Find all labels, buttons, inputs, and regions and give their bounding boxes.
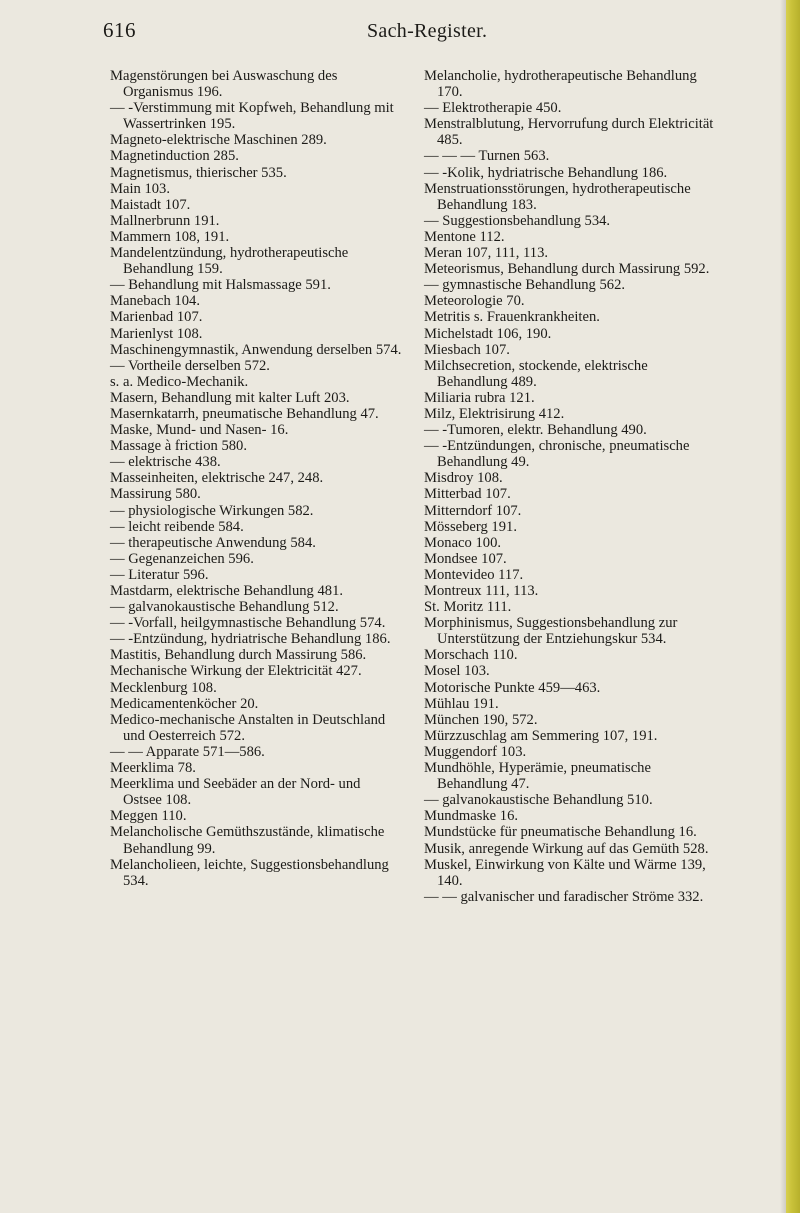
index-entry: Magnetismus, thierischer 535. — [110, 164, 287, 181]
index-entry: Meerklima 78. — [110, 760, 196, 777]
index-entry: Mastitis, Behandlung durch Massirung 586. — [110, 647, 367, 664]
index-entry: — -Verstimmung mit Kopfweh, Behandlung mit Wassertrinken 195. — [110, 100, 394, 133]
index-entry: Masernkatarrh, pneumatische Behandlung 47. — [110, 405, 379, 422]
index-entry: — elektrische 438. — [110, 454, 221, 471]
index-entry: Melancholieen, leichte, Suggestionsbehandlung 534. — [110, 856, 389, 889]
index-entry: Masern, Behandlung mit kalter Luft 203. — [110, 389, 350, 406]
index-entry: Morphinismus, Suggestionsbehandlung zur Unterstützung der Entziehungskur 534. — [424, 615, 678, 648]
index-entry: Michelstadt 106, 190. — [424, 325, 552, 342]
index-entry: — -Vorfall, heilgymnastische Behandlung 574. — [110, 615, 386, 632]
index-entry: Mundmaske 16. — [424, 808, 519, 825]
index-entry: — gymnastische Behandlung 562. — [424, 277, 626, 294]
index-entry: Maschinengymnastik, Anwendung derselben 574. — [110, 341, 402, 358]
index-entry: Mentone 112. — [424, 228, 505, 245]
index-entry: Magnetinduction 285. — [110, 148, 239, 165]
index-entry: — — — Turnen 563. — [424, 148, 550, 165]
index-entry: Misdroy 108. — [424, 470, 503, 487]
index-entry: Meerklima und Seebäder an der Nord- und Ostsee 108. — [110, 776, 361, 809]
right-column — [424, 68, 720, 905]
page-edge — [786, 0, 800, 1213]
index-entry: Mallnerbrunn 191. — [110, 212, 220, 229]
index-entry: Mühlau 191. — [424, 695, 499, 712]
page-number: 616 — [103, 18, 136, 42]
index-entry: Mundhöhle, Hyperämie, pneumatische Behandlung 47. — [424, 760, 651, 793]
index-entry: Meteorismus, Behandlung durch Massirung 592. — [424, 261, 710, 278]
index-entry: Muskel, Einwirkung von Kälte und Wärme 139, 140. — [424, 856, 706, 889]
index-entry: Magenstörungen bei Auswaschung des Organismus 196. — [110, 68, 338, 101]
index-entry: — Elektrotherapie 450. — [424, 100, 562, 117]
left-column — [110, 68, 402, 889]
index-entry: — -Entzündungen, chronische, pneumatische Behandlung 49. — [424, 438, 690, 471]
index-entry: Meggen 110. — [110, 808, 187, 825]
index-entry: — Behandlung mit Halsmassage 591. — [110, 277, 331, 294]
index-entry: — Suggestionsbehandlung 534. — [424, 212, 611, 229]
index-entry: Mammern 108, 191. — [110, 228, 230, 245]
index-entry: — -Entzündung, hydriatrische Behandlung 186. — [110, 631, 391, 648]
index-entry: Mürzzuschlag am Semmering 107, 191. — [424, 727, 658, 744]
index-entry: — leicht reibende 584. — [110, 518, 244, 535]
index-entry: Mundstücke für pneumatische Behandlung 16. — [424, 824, 697, 841]
index-entry: Milchsecretion, stockende, elektrische Behandlung 489. — [424, 357, 648, 390]
index-entry: Manebach 104. — [110, 293, 200, 310]
index-entry: Mechanische Wirkung der Elektricität 427. — [110, 663, 362, 680]
index-entry: Montreux 111, 113. — [424, 583, 539, 599]
index-entry: Melancholie, hydrotherapeutische Behandlung 170. — [424, 68, 697, 101]
index-entry: München 190, 572. — [424, 711, 538, 728]
index-entry: — Literatur 596. — [110, 566, 209, 583]
index-entry: Morschach 110. — [424, 647, 518, 664]
index-entry: Masseinheiten, elektrische 247, 248. — [110, 470, 324, 487]
index-entry: — -Tumoren, elektr. Behandlung 490. — [424, 422, 647, 439]
index-entry: — — galvanischer und faradischer Ströme 332. — [424, 888, 704, 905]
index-entry: Mondsee 107. — [424, 550, 507, 567]
index-entry: Muggendorf 103. — [424, 743, 527, 760]
index-entry: Motorische Punkte 459—463. — [424, 679, 601, 696]
index-entry: Milz, Elektrisirung 412. — [424, 405, 565, 422]
index-entry: Main 103. — [110, 180, 170, 197]
index-entry: Mösseberg 191. — [424, 518, 517, 535]
index-entry: Massage à friction 580. — [110, 438, 247, 455]
index-entry: Medicamentenköcher 20. — [110, 695, 259, 712]
index-entry: Medico-mechanische Anstalten in Deutschland und Oesterreich 572. — [110, 711, 386, 744]
index-entry: Meran 107, 111, 113. — [424, 245, 549, 262]
index-entry: Musik, anregende Wirkung auf das Gemüth 528. — [424, 840, 709, 857]
index-entry: Montevideo 117. — [424, 566, 524, 583]
running-head: Sach-Register. — [367, 20, 488, 42]
index-entry: s. a. Medico-Mechanik. — [110, 373, 249, 390]
index-entry: Mandelentzündung, hydrotherapeutische Behandlung 159. — [110, 245, 349, 278]
index-entry: Maske, Mund- und Nasen- 16. — [110, 422, 289, 439]
index-entry: — -Kolik, hydriatrische Behandlung 186. — [424, 164, 668, 181]
index-entry: Mastdarm, elektrische Behandlung 481. — [110, 583, 344, 599]
index-entry: — galvanokaustische Behandlung 510. — [424, 792, 653, 809]
index-entry: Meteorologie 70. — [424, 293, 525, 310]
index-entry: Mitterbad 107. — [424, 486, 511, 503]
index-entry: — physiologische Wirkungen 582. — [110, 502, 314, 519]
index-entry: Metritis s. Frauenkrankheiten. — [424, 309, 600, 326]
index-entry: Miesbach 107. — [424, 341, 510, 358]
index-entry: Menstruationsstörungen, hydrotherapeutische Behandlung 183. — [424, 180, 691, 213]
index-entry: Mosel 103. — [424, 663, 490, 680]
index-entry: Miliaria rubra 121. — [424, 389, 535, 406]
index-entry: Mecklenburg 108. — [110, 679, 217, 696]
index-entry: Marienbad 107. — [110, 309, 203, 326]
index-entry: Massirung 580. — [110, 486, 201, 503]
index-entry: St. Moritz 111. — [424, 599, 512, 616]
index-entry: Monaco 100. — [424, 534, 502, 551]
index-entry: — therapeutische Anwendung 584. — [110, 534, 316, 551]
index-entry: Maistadt 107. — [110, 196, 191, 213]
index-entry: Marienlyst 108. — [110, 325, 203, 342]
index-entry: — Gegenanzeichen 596. — [110, 550, 254, 567]
index-entry: Menstralblutung, Hervorrufung durch Elektricität 485. — [424, 116, 714, 149]
index-entry: — — Apparate 571—586. — [110, 743, 265, 760]
index-entry: — galvanokaustische Behandlung 512. — [110, 599, 339, 616]
index-entry: — Vortheile derselben 572. — [110, 357, 270, 374]
index-entry: Melancholische Gemüthszustände, klimatische Behandlung 99. — [110, 824, 385, 857]
index-entry: Magneto-elektrische Maschinen 289. — [110, 132, 327, 149]
index-entry: Mitterndorf 107. — [424, 502, 522, 519]
